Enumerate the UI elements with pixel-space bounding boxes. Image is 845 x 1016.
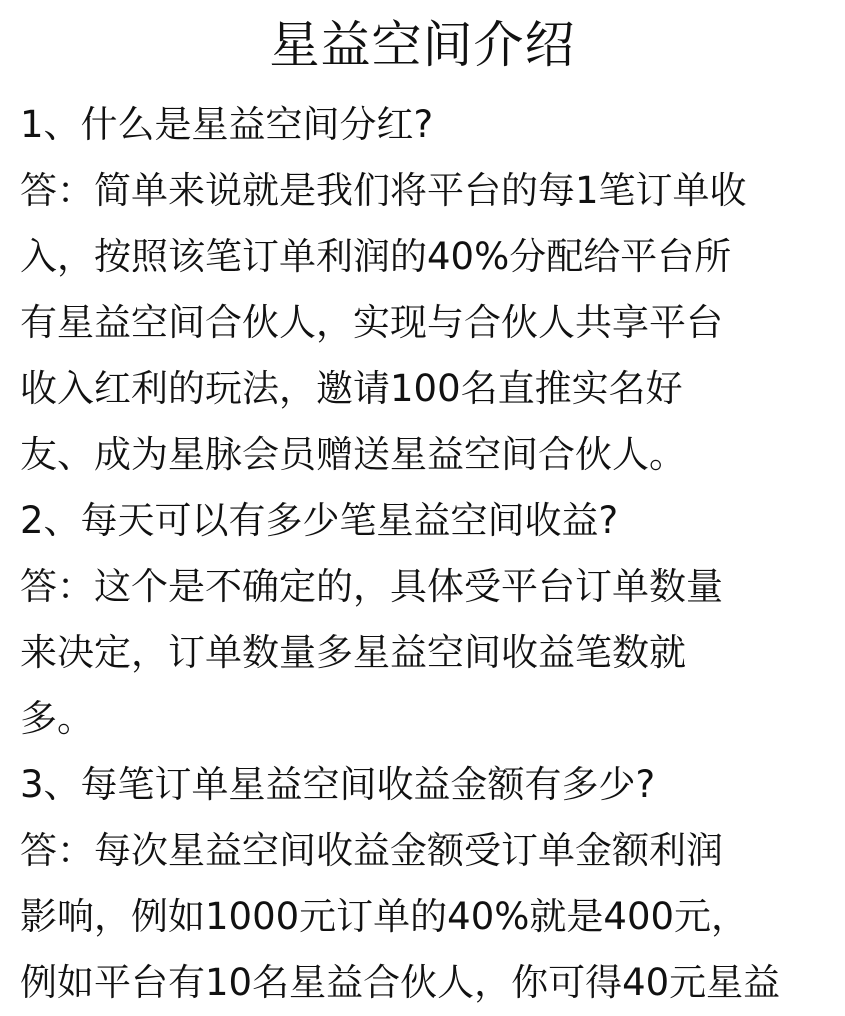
faq-question-3: 3、每笔订单星益空间收益金额有多少? — [20, 763, 656, 806]
faq-answer-1-line-4: 收入红利的玩法，邀请100名直推实名好 — [20, 367, 683, 410]
faq-content — [20, 92, 832, 1016]
faq-answer-1-line-2: 入，按照该笔订单利润的40%分配给平台所 — [20, 235, 732, 278]
page-title: 星益空间介绍 — [269, 16, 576, 74]
faq-answer-1-line-3: 有星益空间合伙人，实现与合伙人共享平台 — [20, 301, 723, 344]
faq-answer-2-line-2: 来决定，订单数量多星益空间收益笔数就 — [20, 631, 686, 674]
faq-answer-2-line-1: 答：这个是不确定的，具体受平台订单数量 — [20, 565, 723, 608]
faq-answer-2-line-3: 多。 — [20, 697, 94, 740]
faq-question-2: 2、每天可以有多少笔星益空间收益? — [20, 499, 619, 542]
faq-answer-3-line-2: 影响，例如1000元订单的40%就是400元， — [20, 895, 749, 938]
faq-answer-3-line-3: 例如平台有10名星益合伙人，你可得40元星益 — [20, 961, 781, 1004]
faq-question-1: 1、什么是星益空间分红? — [20, 103, 434, 146]
faq-answer-1-line-5: 友、成为星脉会员赠送星益空间合伙人。 — [20, 433, 686, 476]
faq-answer-3-line-1: 答：每次星益空间收益金额受订单金额利润 — [20, 829, 723, 872]
faq-answer-1-line-1: 答：简单来说就是我们将平台的每1笔订单收 — [20, 169, 747, 212]
